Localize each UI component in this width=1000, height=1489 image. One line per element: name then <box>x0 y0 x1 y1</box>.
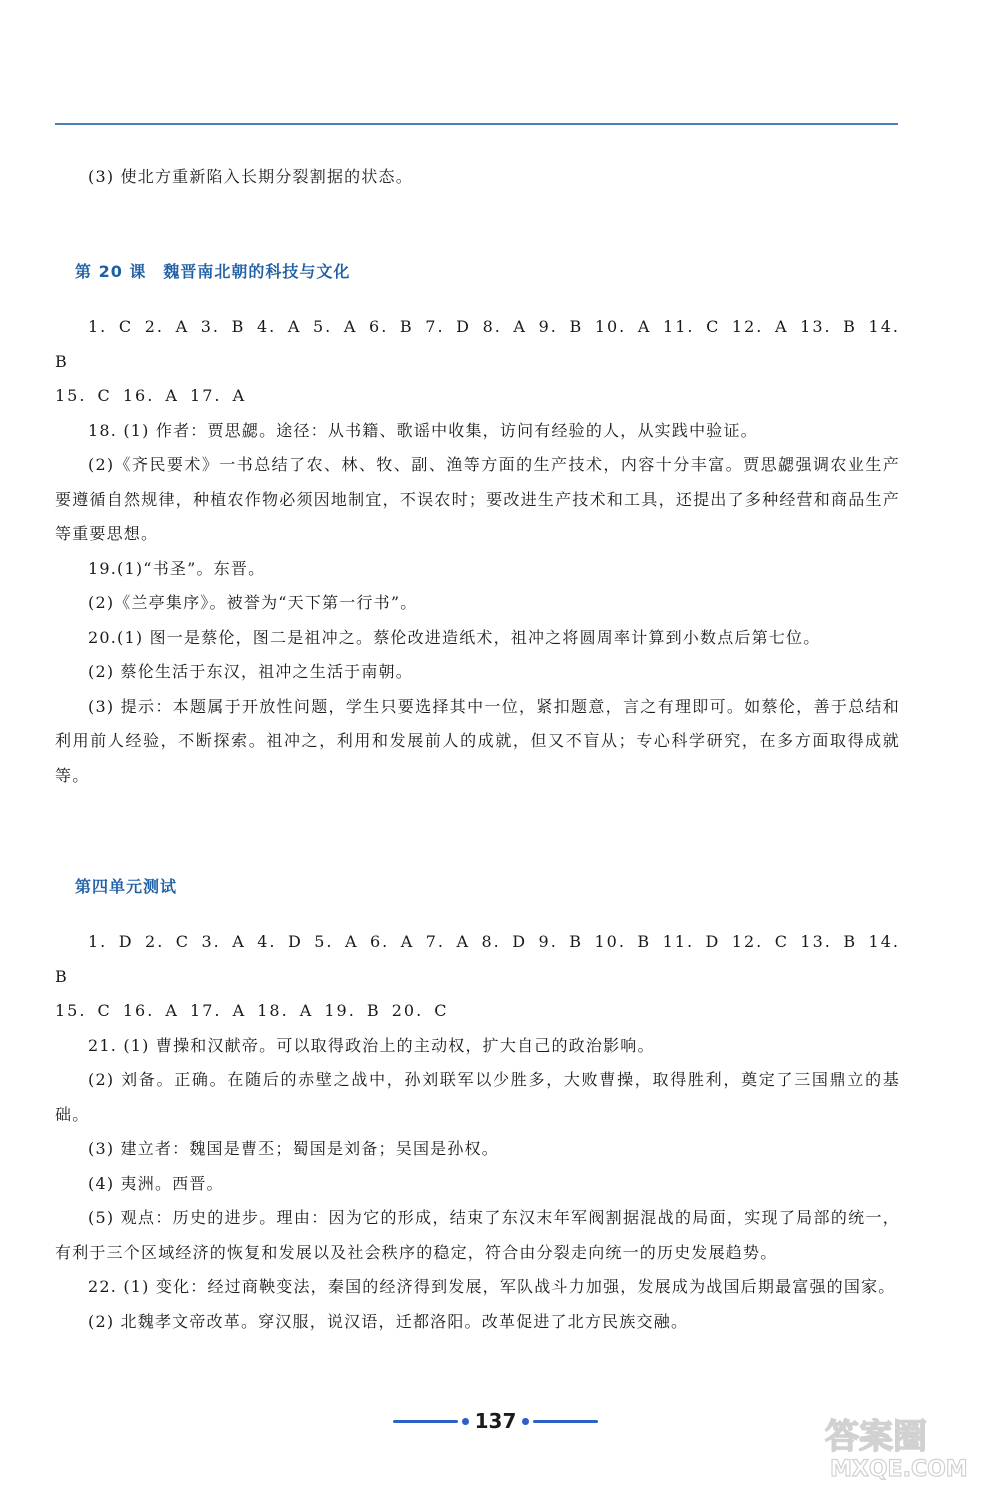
paragraph: (3) 提示：本题属于开放性问题，学生只要选择其中一位，紧扣题意，言之有理即可。如蔡伦，善于总结和利用前人经验，不断探索。祖冲之，利用和发展前人的成就，但又不盲从；专心科学研究，在多方面取得成就等。 <box>55 696 900 785</box>
watermark-logo <box>820 1408 990 1483</box>
choice-answers-line: 1. C 2. A 3. B 4. A 5. A 6. B 7. D 8. A 9. B 10. A 11. C 12. A 13. B 14. B <box>55 317 900 371</box>
lesson-20-answers <box>55 310 900 793</box>
paragraph: 18. (1) 作者：贾思勰。途径：从书籍、歌谣中收集，访问有经验的人，从实践中验证。 <box>88 420 758 440</box>
watermark-text-cn: 答案圈 <box>825 1417 927 1457</box>
page-number: 137 <box>474 1409 517 1433</box>
choice-answers-line: 15. C 16. A 17. A <box>55 386 247 405</box>
footer-dot <box>522 1418 529 1425</box>
paragraph: (5) 观点：历史的进步。理由：因为它的形成，结束了东汉末年军阀割据混战的局面，实现了局部的统一，有利于三个区域经济的恢复和发展以及社会秩序的稳定，符合由分裂走向统一的历史发展趋势。 <box>55 1208 900 1262</box>
footer-right-line <box>533 1420 598 1423</box>
paragraph: (2) 北魏孝文帝改革。穿汉服，说汉语，迁都洛阳。改革促进了北方民族交融。 <box>88 1311 689 1331</box>
choice-answers-line: 1. D 2. C 3. A 4. D 5. A 6. A 7. A 8. D 9. B 10. B 11. D 12. C 13. B 14. B <box>55 932 900 986</box>
paragraph: (2)《齐民要术》一书总结了农、林、牧、副、渔等方面的生产技术，内容十分丰富。贾思勰强调农业生产要遵循自然规律，种植农作物必须因地制宜，不误农时；要改进生产技术和工具，还提出了多种经营和商品生产等重要思想。 <box>55 455 900 543</box>
footer-left-line <box>393 1420 458 1423</box>
footer-dot <box>462 1418 469 1425</box>
page-footer <box>393 1409 598 1433</box>
paragraph: 19.(1)“书圣”。东晋。 <box>88 558 266 578</box>
paragraph: 22. (1) 变化：经过商鞅变法，秦国的经济得到发展，军队战斗力加强，发展成为战国后期最富强的国家。 <box>88 1277 896 1296</box>
paragraph: (3) 建立者：魏国是曹丕；蜀国是刘备；吴国是孙权。 <box>88 1139 499 1158</box>
watermark-text-en: MXQE.COM <box>830 1457 968 1482</box>
unit-4-heading: 第四单元测试 <box>75 877 178 896</box>
choice-answers-line: 15. C 16. A 17. A 18. A 19. B 20. C <box>55 1001 449 1020</box>
paragraph: (2) 刘备。正确。在随后的赤壁之战中，孙刘联军以少胜多，大败曹操，取得胜利，奠定了三国鼎立的基础。 <box>55 1070 900 1124</box>
paragraph: (2) 蔡伦生活于东汉，祖冲之生活于南朝。 <box>88 662 413 681</box>
paragraph: (4) 夷洲。西晋。 <box>88 1173 224 1193</box>
header-rule <box>55 123 898 125</box>
paragraph: (3) 使北方重新陷入长期分裂割据的状态。 <box>88 167 413 186</box>
lesson-20-heading: 第 20 课 魏晋南北朝的科技与文化 <box>75 262 351 281</box>
unit-4-answers <box>55 925 900 1339</box>
carryover-section <box>55 160 900 195</box>
paragraph: 21. (1) 曹操和汉献帝。可以取得政治上的主动权，扩大自己的政治影响。 <box>88 1035 655 1055</box>
paragraph: (2)《兰亭集序》。被誉为“天下第一行书”。 <box>88 593 418 612</box>
paragraph: 20.(1) 图一是蔡伦，图二是祖冲之。蔡伦改进造纸术，祖冲之将圆周率计算到小数点后第七位。 <box>88 627 821 647</box>
